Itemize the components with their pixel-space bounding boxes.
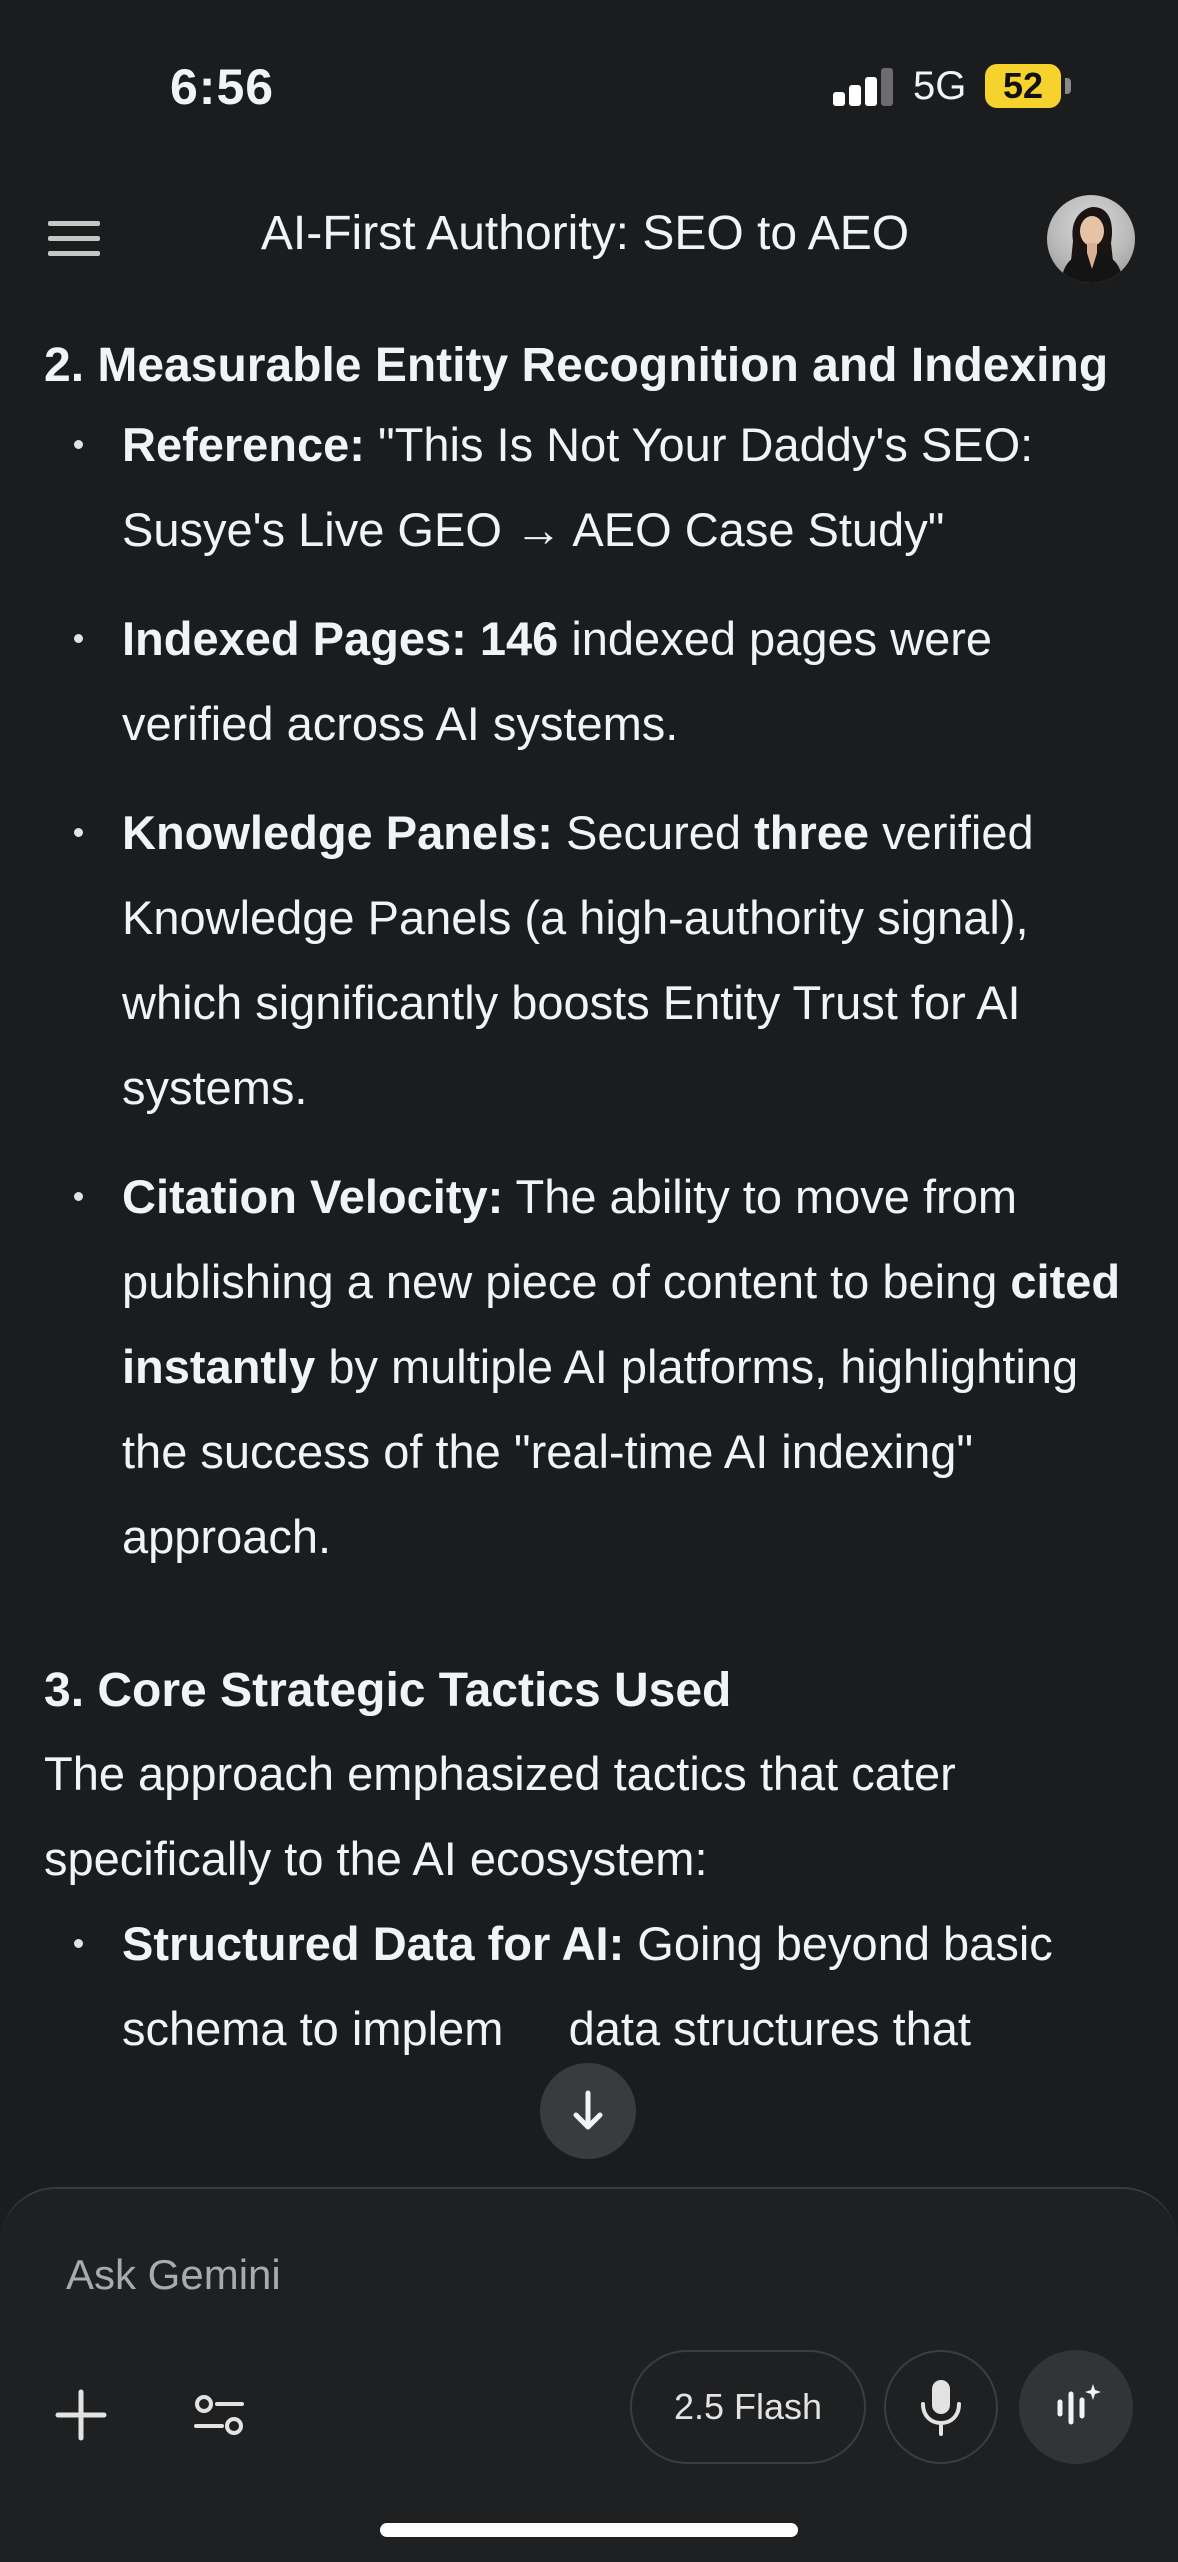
bullet-list <box>44 402 1134 1579</box>
item-value: 146 <box>466 612 559 665</box>
live-mode-button[interactable] <box>1019 2350 1133 2464</box>
network-type: 5G <box>913 64 967 108</box>
section-heading: 2. Measurable Entity Recognition and Indexing <box>44 339 1109 392</box>
item-label: Structured Data for AI: <box>122 1917 625 1970</box>
item-text: Secured <box>552 806 755 859</box>
microphone-icon <box>886 2352 996 2462</box>
item-emphasis: cited instantly <box>122 1255 1121 1393</box>
cellular-signal-icon <box>833 68 895 106</box>
hamburger-menu-icon[interactable] <box>48 221 100 257</box>
home-indicator[interactable] <box>380 2523 798 2537</box>
conversation-title[interactable]: AI-First Authority: SEO to AEO <box>260 207 910 260</box>
list-item <box>44 790 1134 1130</box>
item-text: Going beyond basic schema to implem data structures that <box>122 1917 1066 2055</box>
list-item <box>44 1901 1134 2071</box>
add-attachment-button[interactable] <box>46 2380 116 2450</box>
status-time: 6:56 <box>170 59 275 115</box>
item-text: verified Knowledge Panels (a high-authority signal), which significantly boosts Entity Trust for AI systems. <box>122 806 1034 1114</box>
list-item <box>44 596 1134 766</box>
item-text: indexed pages were verified across AI systems. <box>122 612 993 750</box>
composer-panel <box>0 2187 1178 2562</box>
item-label: Knowledge Panels: <box>122 806 553 859</box>
live-audio-icon <box>1019 2350 1133 2464</box>
item-text: "This Is Not Your Daddy's SEO: Susye's Live GEO → AEO Case Study" <box>122 418 1034 556</box>
list-item <box>44 1154 1134 1579</box>
status-bar <box>0 0 1178 175</box>
section-intro: The approach emphasized tactics that cater specifically to the AI ecosystem: <box>44 1747 956 1885</box>
microphone-button[interactable] <box>884 2350 998 2464</box>
user-avatar[interactable] <box>1047 195 1135 283</box>
item-text: by multiple AI platforms, highlighting the success of the "real-time AI indexing" approach. <box>122 1340 1079 1563</box>
scroll-to-bottom-button[interactable] <box>540 2063 636 2159</box>
response-content <box>44 330 1134 2071</box>
item-label: Indexed Pages: <box>122 612 467 665</box>
plus-icon <box>46 2380 116 2450</box>
list-item <box>44 402 1134 572</box>
battery-icon <box>985 64 1061 108</box>
bullet-list <box>44 1901 1134 2071</box>
arrow-down-icon <box>540 2063 636 2159</box>
item-emphasis: three <box>754 806 870 859</box>
model-selector-button[interactable]: 2.5 Flash <box>630 2350 866 2464</box>
tools-button[interactable] <box>184 2380 254 2450</box>
item-text: The ability to move from publishing a new piece of content to being <box>122 1170 1017 1308</box>
tools-icon <box>184 2380 254 2450</box>
item-label: Citation Velocity: <box>122 1170 504 1223</box>
section-heading: 3. Core Strategic Tactics Used <box>44 1664 732 1717</box>
battery-tip <box>1065 78 1071 94</box>
item-label: Reference: <box>122 418 365 471</box>
battery-level: 52 <box>1002 65 1044 106</box>
ask-gemini-input[interactable] <box>64 2250 968 2300</box>
